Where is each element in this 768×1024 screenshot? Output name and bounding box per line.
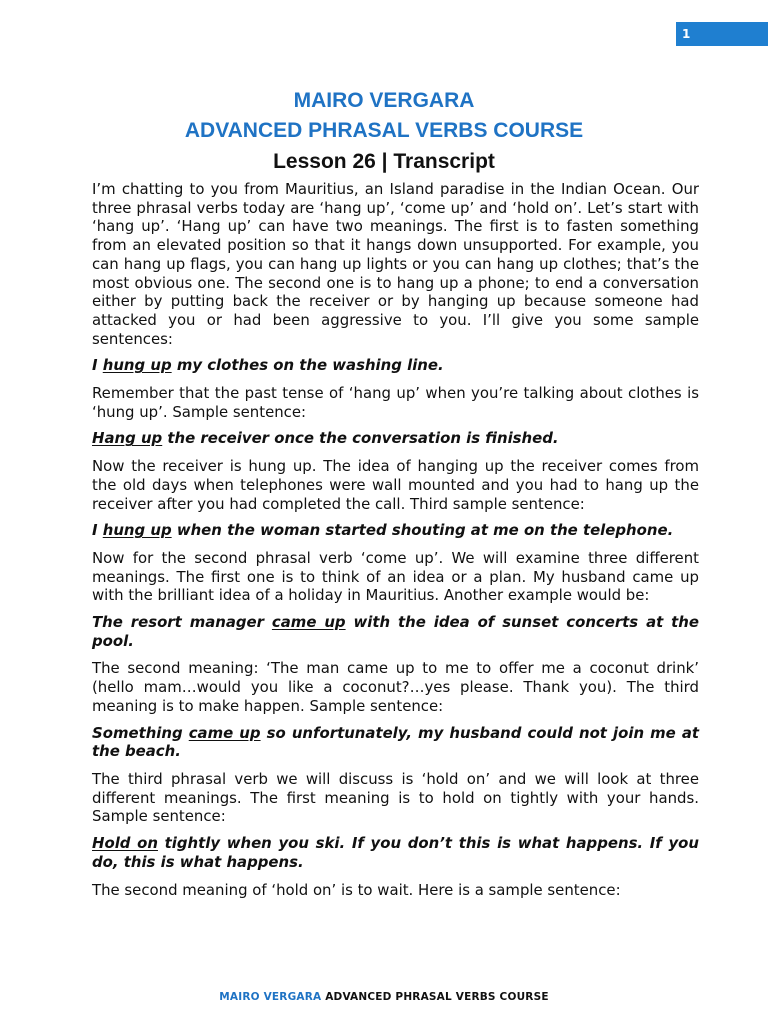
page-footer [0,991,768,1003]
example-text: The resort manager [92,613,272,632]
example-text: Something [92,723,189,742]
page-number-badge [676,22,768,46]
paragraph-hold-on: The third phrasal verb we will discuss is ‘hold on’ and we will look at three different meanings. The first meaning is to hold on tightly with your hands. Sample sentence: [92,769,699,826]
paragraph-wait: The second meaning of ‘hold on’ is to wait. Here is a sample sentence: [92,880,621,899]
footer-author: MAIRO VERGARA [219,991,322,1003]
page-number: 1 [682,27,691,41]
example-text: when the woman started shouting at me on the telephone. [171,521,674,540]
document-header [0,86,768,178]
paragraph-intro: I’m chatting to you from Mauritius, an Island paradise in the Indian Ocean. Our three phrasal verbs today are ‘hang up’, ‘come up’ and ‘hold on’. Let’s start with ‘hang up’. ‘Hang up’ can have two meanings. The first is to fasten something from an elevated position so that it hangs down unsupported. For example, you can hang up flags, you can hang up lights or you can hang up clothes; that’s the most obvious one. The second one is to hang up a phone; to end a conversation either by putting back the receiver or by hanging up because someone had attacked you or had been aggressive to you. I’ll give you some sample sentences: [92,180,699,348]
lesson-title: Lesson 26 | Transcript [273,150,495,173]
paragraph-receiver: Now the receiver is hung up. The idea of hanging up the receiver comes from the old days when telephones were wall mounted and you had to hang up the receiver after you had completed the call. Third sample sentence: [92,457,699,513]
example-sentence-1 [92,356,699,375]
example-sentence-6 [92,834,699,871]
phrasal-verb: came up [271,613,346,632]
paragraph-second-meaning: The second meaning: ‘The man came up to me to offer me a coconut drink’ (hello mam…would you like a coconut?…yes please. Thank you). The third meaning is to make happen. Sample sentence: [92,659,699,715]
example-sentence-2 [92,429,699,448]
example-text: my clothes on the washing line. [171,356,444,375]
phrasal-verb: Hang up [92,429,163,448]
paragraph-past-tense: Remember that the past tense of ‘hang up’ when you’re talking about clothes is ‘hung up’. Sample sentence: [92,384,699,421]
example-sentence-4 [92,613,699,650]
phrasal-verb: hung up [102,521,172,540]
example-text: I [92,521,103,540]
example-sentence-3 [92,521,699,540]
paragraph-come-up: Now for the second phrasal verb ‘come up’. We will examine three different meanings. The first one is to think of an idea or a plan. My husband came up with the brilliant idea of a holiday in Mauritius. Another example would be: [92,548,699,605]
example-text: I [92,356,103,375]
example-text: so unfortunately, my husband could not join me at the beach. [92,723,699,761]
course-title: ADVANCED PHRASAL VERBS COURSE [184,119,584,142]
phrasal-verb: came up [188,723,261,742]
example-sentence-5 [92,724,699,761]
phrasal-verb: Hold on [92,834,158,853]
example-text: with the idea of sunset concerts at the pool. [92,613,699,650]
phrasal-verb: hung up [102,356,172,375]
author-title: MAIRO VERGARA [293,89,475,112]
transcript-body [92,180,699,907]
footer-course: ADVANCED PHRASAL VERBS COURSE [321,991,549,1003]
example-text: the receiver once the conversation is finished. [162,429,559,448]
example-text: tightly when you ski. If you don’t this is what happens. If you do, this is what happens. [92,834,699,871]
